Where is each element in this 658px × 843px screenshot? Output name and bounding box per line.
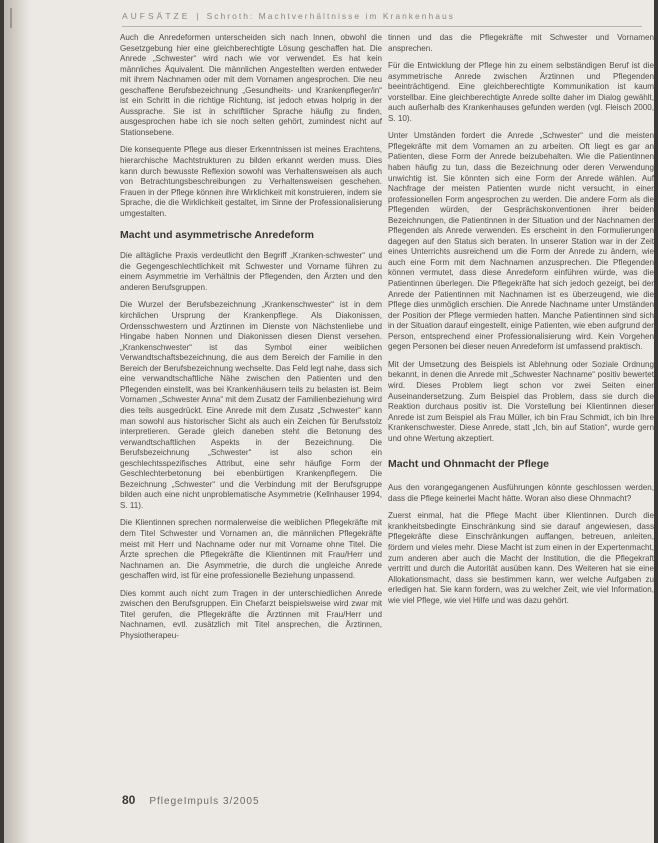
paragraph: tinnen und das die Pflegekräfte mit Schwester und Vornamen ansprechen. xyxy=(388,33,654,53)
running-header xyxy=(122,11,602,25)
article-running-title: Schroth: Machtverhältnisse im Krankenhaus xyxy=(206,11,455,21)
publication-name: PflegeImpuls 3/2005 xyxy=(149,796,260,807)
section-heading: Macht und Ohnmacht der Pflege xyxy=(388,458,550,471)
page-number: 80 xyxy=(122,793,136,807)
paragraph: Dies kommt auch nicht zum Tragen in der unterschiedlichen Anrede zwischen den Berufsgruppen. Ein Chefarzt beispielsweise wird zwar mit Titel gerufen, die Pflegekräfte die Ärztinnen mit Frau/Herr und Nachnamen, evtl. zusätzlich mit Titel ansprechen, die Ärztinnen, Physiotherapeu- xyxy=(120,588,382,640)
left-text-column xyxy=(120,33,382,648)
header-rule xyxy=(122,26,642,27)
document-page xyxy=(4,0,654,843)
header-separator: | xyxy=(196,11,201,21)
paragraph: Die konsequente Pflege aus dieser Erkenntnissen ist meines Erachtens, hierarchische Machtstrukturen zu bilden erkannt werden muss. Dies kann durch bewusste Reflexion sowohl was Verhaltensweisen als auch von Betrachtungsbeschreibungen zu Verhaltensweisen geschehen. Frauen in der Pflege können ihre Wirklichkeit mit konstruieren, indem sie Sprache, die die Wirklichkeit gestaltet, im Sinne der Professionalisierung umgestalten. xyxy=(120,145,382,218)
paragraph: Unter Umständen fordert die Anrede „Schwester“ und die meisten Pflegekräfte mit dem Vornamen an zu arbeiten. Oft liegt es gar an Patienten, diese Form der Anrede beizubehalten. Wie die Patientinnen haben häufig zu tun, dass die Bezeichnung oder deren Verwendung unwichtig ist. Sie könnten sich eine Form der Anrede wählen. Auf Nachfrage der meisten Patienten wurde nicht versucht, in einer professionellen Form angesprochen zu werden. Die andere Form als die Pflegenden würden, der Gesprächskonventionen ihrer beiden Bezeichnungen, die Patientinnen in der Situation und der Nachnamen der Pflegenden als Anrede verwenden. Es erscheint in den Formulierungen dagegen auf den Status sich beraten. In unserer Station war in der Zeit eines Unterrichts ausreichend um die Form der Anrede zu ändern, wie auch eine Form mit dem Nachnamen anzusprechen. Die Pflegenden können vermutet, dass diese Anredeform einführen würde, was die Patientinnen überlegen. Die Pflegekräfte hat sich jedoch gezeigt, bei der Anrede der Patientinnen mit Nachnamen ist es überzeugend, wie die Pflege dies unmöglich erschien. Die Anrede Nachname unter Umständen der Position der Pflege vermieden hatten. Manche Patientinnen sind sich in der Situation darauf eingestellt, einige Patienten, wie eben aufgrund der Person, entsprechend einer Professionalisierung wird. Kein Vorgehen gegen Personen bei dieser neuen Anredeform ist umfassend praktisch. xyxy=(388,131,654,352)
section-label: AUFSÄTZE xyxy=(122,11,191,21)
page-edge-mark xyxy=(10,8,12,28)
paragraph: Auch die Anredeformen unterscheiden sich nach Innen, obwohl die Gesetzgebung hier eine gleichberechtigte Lösung geschaffen hat. Die Anrede „Schwester“ wird nach wie vor verwendet. Es hat kein männliches Äquivalent. Die männlichen Angestellten werden entweder mit ihrem Nachnamen oder mit dem Vornamen angesprochen. Die neu geschaffene Berufsbezeichnung „Gesundheits- und Krankenpfleger/in“ ist ein Schritt in die richtige Richtung, ist jedoch etwas holprig in der Aussprache. Sie ist in schriftlicher Sprache häufig zu finden, ausgesprochen habe ich sie noch selten gehört, zumindest nicht auf Stationsebene. xyxy=(120,33,382,137)
paragraph: Die Klientinnen sprechen normalerweise die weiblichen Pflegekräfte mit dem Titel Schwester und Vornamen an, die männlichen Pflegekräfte meist mit Herr und Nachname oder nur mit Vorname ohne Titel. Die Ärzte sprechen die Pflegekräfte die Klientinnen mit Frau/Herr und Nachnamen an. Die Asymmetrie, die durch die ungleiche Anrede geschaffen wird, ist für eine professionelle Beziehung unpassend. xyxy=(120,518,382,581)
paragraph: Zuerst einmal, hat die Pflege Macht über Klientinnen. Durch die krankheitsbedingte Einschränkung sind sie darauf angewiesen, dass Pflegekräfte diese Einschränkungen auffangen, betreuen, anleiten, fördern und vieles mehr. Diese Macht ist zum einen in der Expertenmacht, zum anderen aber auch die Macht der Institution, die die Pflegekraft vertritt und durch die Autorität ausüben kann. Des Weiteren hat sie eine Allokationsmacht, dass sie bestimmen kann, wer welche Aufgaben zu erledigen hat. Sie kann fordern, was zu welcher Zeit, wie viel Information, wie viel Pflege, wie viel Hilfe und was dazu gehört. xyxy=(388,511,654,605)
paragraph: Mit der Umsetzung des Beispiels ist Ablehnung oder Soziale Ordnung bekannt, in denen die Anrede mit „Schwester Nachname“ positiv bewertet wird. Dieses Problem liegt schon vor zwei Seiten einer Auseinandersetzung. Zum Beispiel das Problem, dass sie durch die Reaktion durchaus positiv ist. Die Vorstellung bei Klientinnen dieser Anrede ist zum Beispiel als Frau Müller, ich bin Frau Schmidt, ich bin Ihre Krankenschwester. Diese Anrede, statt „Ich, bin auf Station“, wurde gern und ohne Wertung akzeptiert. xyxy=(388,359,654,443)
paragraph: Aus den vorangegangenen Ausführungen könnte geschlossen werden, dass die Pflege keinerlei Macht hätte. Woran also diese Ohnmacht? xyxy=(388,483,654,503)
right-text-column xyxy=(388,33,654,613)
page-footer xyxy=(122,793,382,807)
paragraph: Die Wurzel der Berufsbezeichnung „Krankenschwester“ ist in dem kirchlichen Ursprung der Krankenpflege. Als Diakonissen, Ordensschwestern und Ärztinnen im Dienste von Nächstenliebe und Hingabe haben Nonnen und Diakonissen diesen Dienst versehen. „Krankenschwester“ ist das Symbol einer weiblichen Verwandtschaftsbezeichnung, die aus dem Bereich der Familie in den Bereich der Berufsbezeichnung wechselte. Das Feld legt nahe, dass sich eine verwandtschaftliche Nähe zwischen den Patienten und den Pflegenden einstellt, was bei Krankenhäusern teils zu belasten ist. Beim Vornamen „Schwester Anna“ mit dem Zusatz der Familienbeziehung wird dies teils ausgedrückt. Eine Anrede mit dem Zusatz „Schwester“ kann man sowohl aus historischer Sicht als auch ein Zeichen für Berufsstolz interpretieren. Gerade gleich daneben steht die Betonung des verwandtschaftlichen Aspekts in der Bezeichnung. Die Berufsbezeichnung „Schwester“ ist also schon ein geschlechtsspezifisches Attribut, eine sehr häufige Form der Geschlechterbetonung bei ebenbürtigen Krankenpflegern. Die Bezeichnung „Schwester“ und die Verbindung mit der Berufsgruppe bilden auch eine nicht unproblematische Asymmetrie (Kellnhauser 1994, S. 11). xyxy=(120,300,382,510)
paragraph: Die alltägliche Praxis verdeutlicht den Begriff „Kranken-schwester“ und die Gegengeschlechtlichkeit mit Schwester und Vorname führen zu einem Asymmetrie im Verhältnis der Pflegenden, den Ärzten und den anderen Berufsgruppen. xyxy=(120,251,382,292)
binding-shadow xyxy=(4,0,30,843)
paragraph: Für die Entwicklung der Pflege hin zu einem selbständigen Beruf ist die asymmetrische Anrede zwischen Ärztinnen und Pflegenden beeinträchtigend. Eine gleichberechtigte Kommunikation ist kaum vorstellbar. Eine gleichberechtigte Anrede sollte daher im Dialog gewählt, auch außerhalb des Krankenhauses gefunden werden (vgl. Fleisch 2000, S. 10). xyxy=(388,61,654,123)
section-heading: Macht und asymmetrische Anredeform xyxy=(120,229,314,242)
